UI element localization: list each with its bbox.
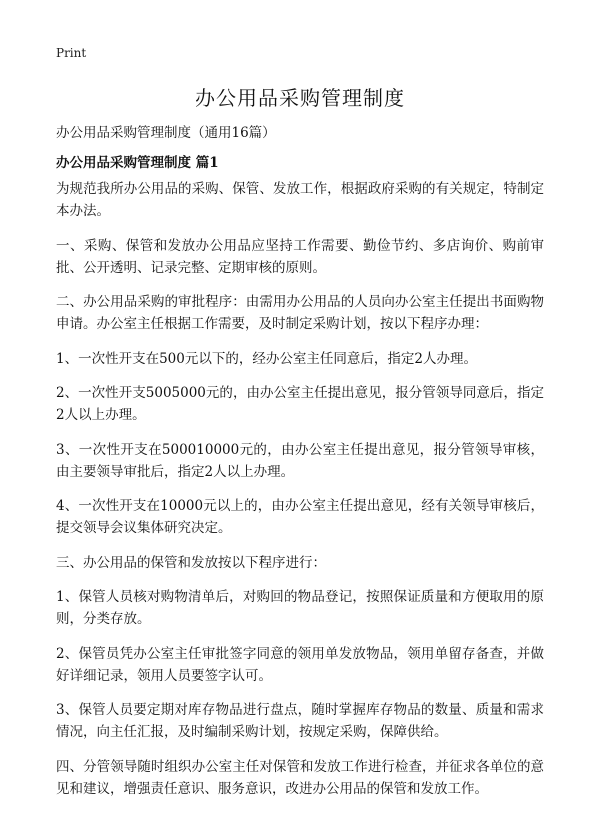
- document-title: 办公用品采购管理制度: [195, 86, 405, 110]
- paragraph-principles: 一、采购、保管和发放办公用品应坚持工作需要、勤俭节约、多店询价、购前审批、公开透明、记录完整、定期审核的原则。: [56, 237, 544, 276]
- paragraph-approval-item-1: 1、一次性开支在500元以下的，经办公室主任同意后，指定2人办理。: [56, 350, 477, 367]
- paragraph-storage-item-1: 1、保管人员核对购物清单后，对购回的物品登记，按照保证质量和方便取用的原则，分类存放。: [56, 589, 544, 627]
- paragraph-inspection: 四、分管领导随时组织办公室主任对保管和发放工作进行检查，并征求各单位的意见和建议，增强责任意识、服务意识，改进办公用品的保管和发放工作。: [56, 758, 544, 797]
- print-label: Print: [56, 46, 87, 60]
- document-subtitle: 办公用品采购管理制度（通用16篇）: [56, 125, 276, 141]
- document-body: [56, 178, 544, 812]
- section-heading: 办公用品采购管理制度 篇1: [56, 155, 219, 171]
- paragraph-approval-procedure: 二、办公用品采购的审批程序：由需用办公用品的人员向办公室主任提出书面购物申请。办公室主任根据工作需要，及时制定采购计划，按以下程序办理：: [56, 294, 544, 332]
- paragraph-storage-procedure: 三、办公用品的保管和发放按以下程序进行：: [56, 554, 326, 571]
- paragraph-approval-item-2: 2、一次性开支5005000元的，由办公室主任提出意见，报分管领导同意后，指定2人以上办理。: [56, 385, 544, 423]
- paragraph-approval-item-3: 3、一次性开支在500010000元的，由办公室主任提出意见，报分管领导审核，由主要领导审批后，指定2人以上办理。: [56, 441, 544, 480]
- paragraph-storage-item-3: 3、保管人员要定期对库存物品进行盘点，随时掌握库存物品的数量、质量和需求情况，向主任汇报，及时编制采购计划，按规定采购，保障供给。: [56, 702, 544, 740]
- paragraph-approval-item-4: 4、一次性开支在10000元以上的，由办公室主任提出意见，经有关领导审核后，提交领导会议集体研究决定。: [56, 498, 544, 536]
- paragraph-intro: 为规范我所办公用品的采购、保管、发放工作，根据政府采购的有关规定，特制定本办法。: [56, 181, 544, 219]
- paragraph-storage-item-2: 2、保管员凭办公室主任审批签字同意的领用单发放物品，领用单留存备查，并做好详细记录，领用人员要签字认可。: [56, 645, 544, 684]
